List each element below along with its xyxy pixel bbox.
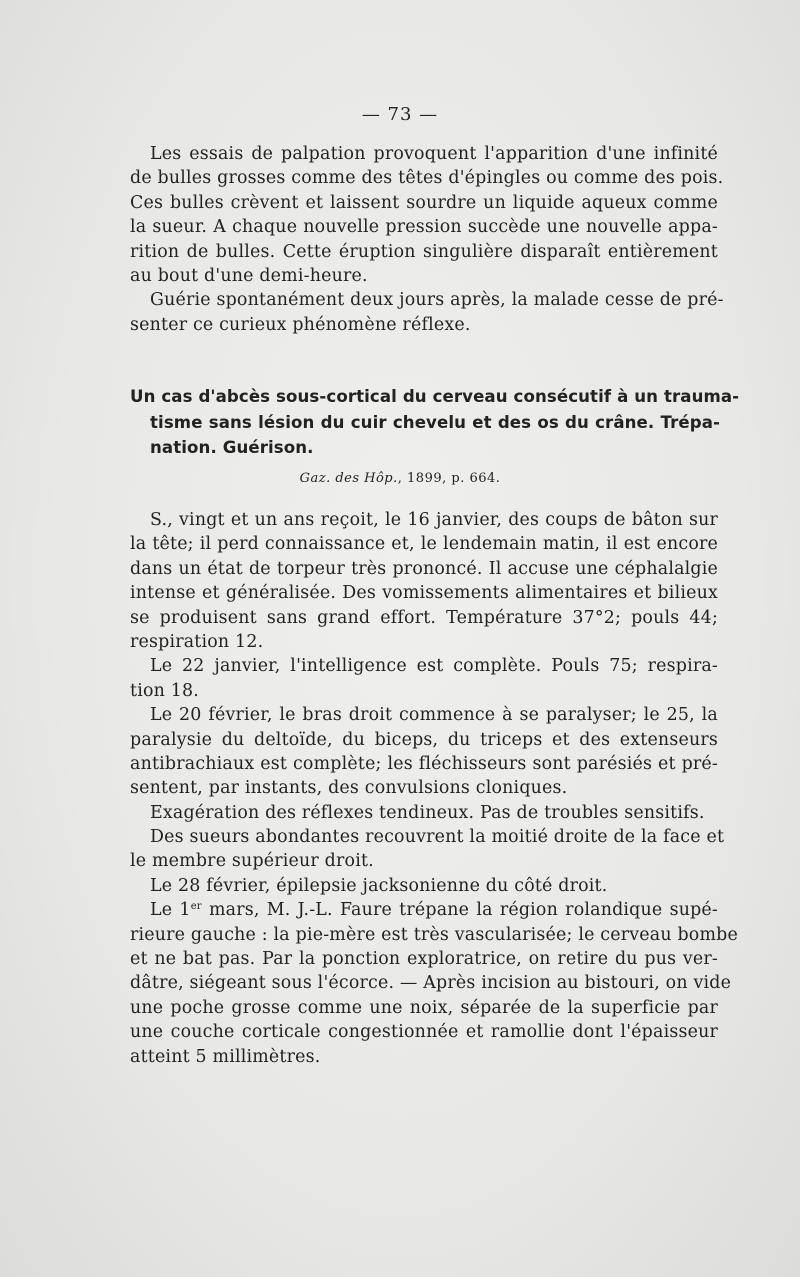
citation-details: , 1899, p. 664. bbox=[397, 471, 501, 486]
text-line: sentent, par instants, des convulsions cloniques. bbox=[130, 778, 568, 799]
citation-journal: Gaz. des Hôp. bbox=[299, 471, 398, 486]
paragraph-2 bbox=[130, 288, 724, 337]
text-line: senter ce curieux phénomène réflexe. bbox=[130, 314, 471, 335]
text-line: Les essais de palpation provoquent l'apparition d'une infinité bbox=[150, 144, 718, 164]
paragraph-3 bbox=[130, 508, 718, 654]
intro-text bbox=[130, 142, 724, 337]
paragraph-5 bbox=[130, 703, 718, 801]
text-line: antibrachiaux est complète; les fléchisseurs sont parésiés et pré- bbox=[130, 753, 718, 774]
paragraph-8 bbox=[130, 874, 718, 898]
paragraph-4 bbox=[130, 654, 718, 703]
text-line: une poche grosse comme une noix, séparée de la superficie par bbox=[130, 997, 718, 1018]
text-line: Exagération des réflexes tendineux. Pas de troubles sensitifs. bbox=[150, 802, 705, 823]
text-line: de bulles grosses comme des têtes d'épingles ou comme des pois. bbox=[130, 168, 724, 189]
text-line: paralysie du deltoïde, du biceps, du triceps et des extenseurs bbox=[130, 729, 718, 750]
paragraph-6 bbox=[130, 801, 718, 825]
citation bbox=[0, 471, 800, 486]
text-line: Des sueurs abondantes recouvrent la moitié droite de la face et bbox=[150, 827, 725, 848]
text-line bbox=[130, 898, 718, 922]
text-line: respiration 12. bbox=[130, 631, 264, 652]
paragraph-9 bbox=[130, 898, 738, 1069]
heading-line: tisme sans lésion du cuir chevelu et des os du crâne. Trépa- bbox=[150, 412, 720, 432]
text-line: la sueur. A chaque nouvelle pression succède une nouvelle appa- bbox=[130, 217, 718, 238]
text-line: atteint 5 millimètres. bbox=[130, 1046, 321, 1067]
text-line: tion 18. bbox=[130, 680, 200, 701]
heading-line: Un cas d'abcès sous-cortical du cerveau consécutif à un trauma- bbox=[130, 387, 740, 406]
text-line: et ne bat pas. Par la ponction exploratrice, on retire du pus ver- bbox=[130, 949, 718, 970]
text-line: la tête; il perd connaissance et, le lendemain matin, il est encore bbox=[130, 534, 718, 555]
body-text bbox=[130, 508, 738, 1069]
text-line: se produisent sans grand effort. Température 37°2; pouls 44; bbox=[130, 607, 718, 628]
text-fragment: Le 1 bbox=[150, 900, 191, 921]
text-line: rieure gauche : la pie-mère est très vascularisée; le cerveau bombe bbox=[130, 924, 738, 945]
text-line: S., vingt et un ans reçoit, le 16 janvier, des coups de bâton sur bbox=[150, 510, 718, 530]
text-line: au bout d'une demi-heure. bbox=[130, 265, 368, 286]
text-line: une couche corticale congestionnée et ramollie dont l'épaisseur bbox=[130, 1022, 718, 1043]
article-heading bbox=[130, 384, 740, 461]
text-fragment: mars, M. J.-L. Faure trépane la région rolandique supé- bbox=[201, 900, 719, 921]
text-line: dâtre, siégeant sous l'écorce. — Après incision au bistouri, on vide bbox=[130, 973, 732, 994]
paragraph-1 bbox=[130, 142, 724, 288]
text-line: intense et généralisée. Des vomissements alimentaires et bilieux bbox=[130, 583, 718, 604]
heading-line: nation. Guérison. bbox=[150, 438, 314, 457]
text-line: Ces bulles crèvent et laissent sourdre un liquide aqueux comme bbox=[130, 192, 718, 213]
superscript: er bbox=[190, 901, 202, 913]
text-line: le membre supérieur droit. bbox=[130, 851, 374, 872]
page-number: — 73 — bbox=[361, 104, 439, 125]
text-line: Le 20 février, le bras droit commence à se paralyser; le 25, la bbox=[150, 705, 718, 726]
text-line: rition de bulles. Cette éruption singulière disparaît entièrement bbox=[130, 241, 718, 262]
text-line: dans un état de torpeur très prononcé. Il accuse une céphalalgie bbox=[130, 558, 718, 579]
text-line: Le 28 février, épilepsie jacksonienne du côté droit. bbox=[150, 875, 608, 896]
paragraph-7 bbox=[130, 825, 725, 874]
text-line: Le 22 janvier, l'intelligence est complète. Pouls 75; respira- bbox=[150, 656, 718, 677]
text-line: Guérie spontanément deux jours après, la malade cesse de pré- bbox=[150, 290, 724, 311]
